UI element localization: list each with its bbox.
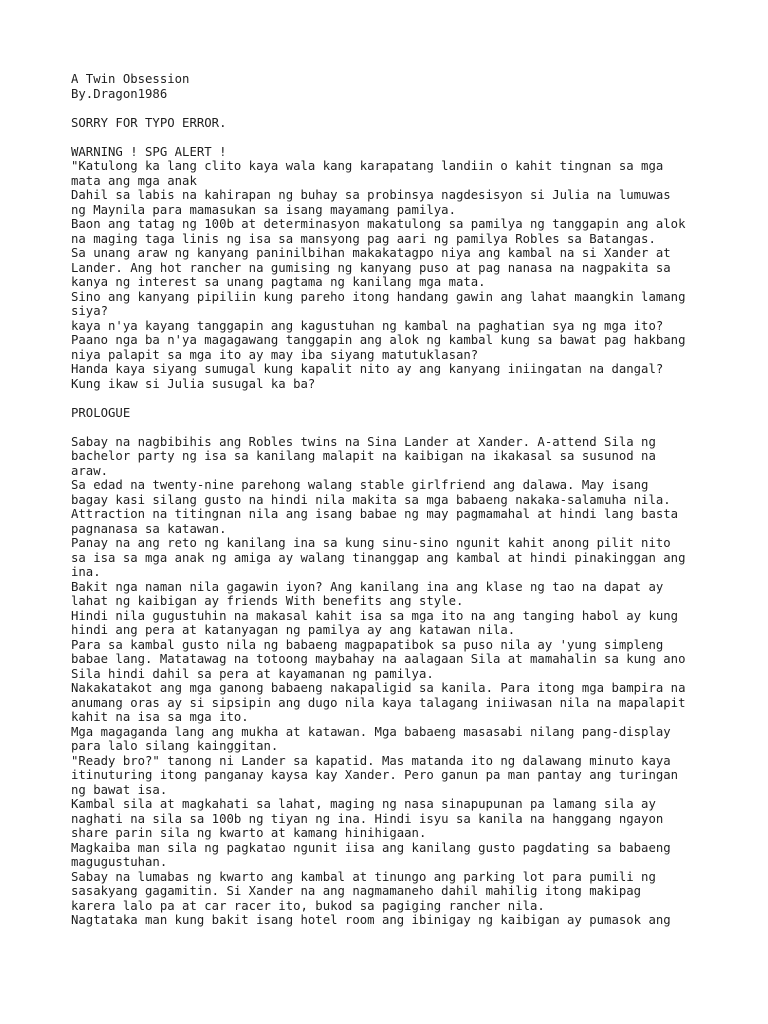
document-line: siya? xyxy=(71,304,109,318)
document-line: Attraction na titingnan nila ang isang babae ng may pagmamahal at hindi lang basta xyxy=(71,507,679,521)
document-line: Dahil sa labis na kahirapan ng buhay sa probinsya nagdesisyon si Julia na lumuwas xyxy=(71,188,671,202)
document-line: Para sa kambal gusto nila ng babaeng magpapatibok sa puso nila ay 'yung simpleng xyxy=(71,637,664,652)
document-line: "Katulong ka lang clito kaya wala kang karapatang landiin o kahit tingnan sa mga xyxy=(71,159,664,173)
document-line: bagay kasi silang gusto na hindi nila makita sa mga babaeng nakaka-salamuha nila. xyxy=(71,492,671,507)
document-line: Kambal sila at magkahati sa lahat, maging ng nasa sinapupunan pa lamang sila ay xyxy=(71,797,656,811)
document-line: ina. xyxy=(71,565,101,579)
document-line: Mga magaganda lang ang mukha at katawan. Mga babaeng masasabi nilang pang-display xyxy=(71,724,671,739)
document-line: kanya ng interest sa unang pagtama ng kanilang mga mata. xyxy=(71,275,486,289)
document-line: Panay na ang reto ng kanilang ina sa kung sinu-sino ngunit kahit anong pilit nito xyxy=(71,536,671,550)
document-line: lahat ng kaibigan ay friends With benefits ang style. xyxy=(71,594,464,608)
document-line: itinuturing itong panganay kaysa kay Xander. Pero ganun pa man pantay ang turingan xyxy=(71,768,679,782)
document-line: Sabay na nagbibihis ang Robles twins na Sina Lander at Xander. A-attend Sila ng xyxy=(71,434,656,449)
document-line xyxy=(71,391,711,406)
document-line: Magkaiba man sila ng pagkatao ngunit iisa ang kanilang gusto pagdating sa babaeng xyxy=(71,840,671,855)
document-line: PROLOGUE xyxy=(71,405,131,420)
document-line: naghati na sila sa 100b ng tiyan ng ina. Hindi isyu sa kanila na hanggang ngayon xyxy=(71,811,664,826)
document-line: araw. xyxy=(71,463,109,478)
document-line: Nakakatakot ang mga ganong babaeng nakapaligid sa kanila. Para itong mga bampira na xyxy=(71,681,686,695)
document-line xyxy=(71,420,711,435)
document-line: ng Maynila para mamasukan sa isang mayamang pamilya. xyxy=(71,202,456,217)
document-line: Hindi nila gugustuhin na makasal kahit isa sa mga ito na ang tanging habol ay kung xyxy=(71,608,679,623)
document-line: Lander. Ang hot rancher na gumising ng kanyang puso at pag nanasa na nagpakita sa xyxy=(71,260,671,275)
document-line: By.Dragon1986 xyxy=(71,86,168,101)
document-line: bachelor party ng isa sa kanilang malapit na kaibigan na ikakasal sa susunod na xyxy=(71,449,656,463)
document-body xyxy=(71,72,711,928)
document-line: WARNING ! SPG ALERT ! xyxy=(71,144,227,159)
document-line: A Twin Obsession xyxy=(71,72,190,86)
document-line: Sa edad na twenty-nine parehong walang stable girlfriend ang dalawa. May isang xyxy=(71,478,649,492)
document-line: Sila hindi dahil sa pera at kayamanan ng pamilya. xyxy=(71,666,434,681)
document-line xyxy=(71,101,711,116)
document-line: magugustuhan. xyxy=(71,855,168,869)
document-line: hindi ang pera at katanyagan ng pamilya ay ang katawan nila. xyxy=(71,623,516,637)
document-line: Paano nga ba n'ya magagawang tanggapin ang alok ng kambal kung sa bawat pag hakbang xyxy=(71,333,686,347)
document-line: mata ang mga anak xyxy=(71,173,197,188)
document-line: niya palapit sa mga ito ay may iba siyang matutuklasan? xyxy=(71,347,479,362)
document-line: SORRY FOR TYPO ERROR. xyxy=(71,115,227,130)
document-line: "Ready bro?" tanong ni Lander sa kapatid. Mas matanda ito ng dalawang minuto kaya xyxy=(71,753,671,768)
document-line: Baon ang tatag ng 100b at determinasyon makatulong sa pamilya ng tanggapin ang alok xyxy=(71,217,686,231)
document-line: ng bawat isa. xyxy=(71,782,168,797)
document-line: sasakyang gagamitin. Si Xander na ang nagmamaneho dahil mahilig itong makipag xyxy=(71,884,642,898)
document-line: Sabay na lumabas ng kwarto ang kambal at tinungo ang parking lot para pumili ng xyxy=(71,869,656,884)
document-line xyxy=(71,130,711,145)
document-line: sa isa sa mga anak ng amiga ay walang tinanggap ang kambal at hindi pinakinggan ang xyxy=(71,550,686,565)
document-line: Sa unang araw ng kanyang paninilbihan makakatagpo niya ang kambal na si Xander at xyxy=(71,246,671,260)
document-line: babae lang. Matatawag na totoong maybahay na aalagaan Sila at mamahalin sa kung ano xyxy=(71,652,686,666)
document-line: na maging taga linis ng isa sa mansyong pag aari ng pamilya Robles sa Batangas. xyxy=(71,231,656,246)
document-line: anumang oras ay si sipsipin ang dugo nila kaya talagang iniiwasan nila na mapalapit xyxy=(71,695,686,710)
document-line: kaya n'ya kayang tanggapin ang kagustuhan ng kambal na paghatian sya ng mga ito? xyxy=(71,318,664,333)
document-line: kahit na isa sa mga ito. xyxy=(71,710,249,724)
document-line: Handa kaya siyang sumugal kung kapalit nito ay ang kanyang iniingatan na dangal? xyxy=(71,362,664,376)
document-line: Kung ikaw si Julia susugal ka ba? xyxy=(71,376,316,391)
document-line: para lalo silang kainggitan. xyxy=(71,739,279,753)
document-line: pagnanasa sa katawan. xyxy=(71,521,227,536)
document-line: karera lalo pa at car racer ito, bukod sa pagiging rancher nila. xyxy=(71,898,545,913)
document-line: Sino ang kanyang pipiliin kung pareho itong handang gawin ang lahat maangkin lamang xyxy=(71,289,686,304)
document-line: Nagtataka man kung bakit isang hotel room ang ibinigay ng kaibigan ay pumasok ang xyxy=(71,913,671,927)
document-line: Bakit nga naman nila gagawin iyon? Ang kanilang ina ang klase ng tao na dapat ay xyxy=(71,579,664,594)
document-line: share parin sila ng kwarto at kamang hinihigaan. xyxy=(71,826,427,840)
